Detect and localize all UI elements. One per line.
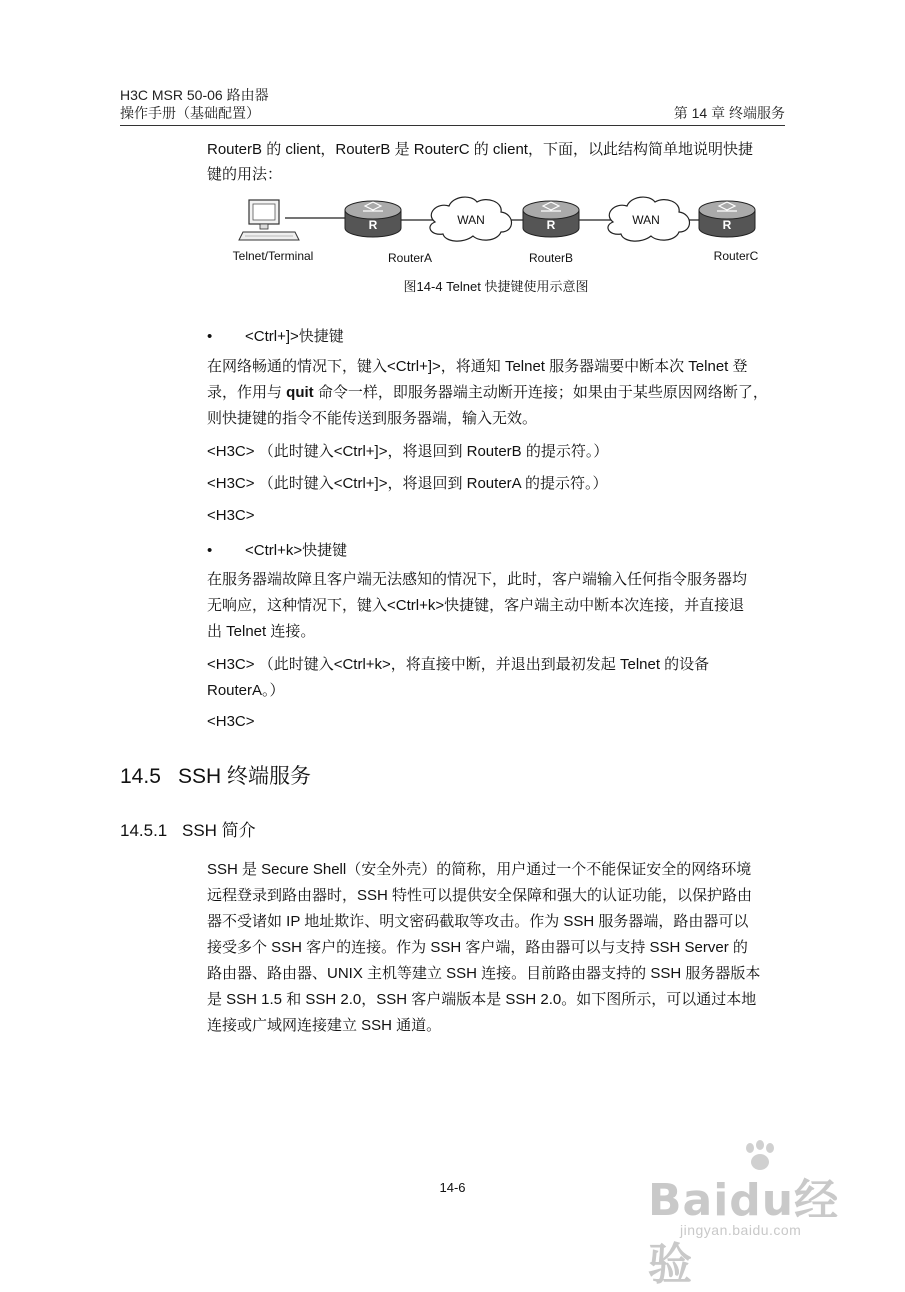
watermark-url: jingyan.baidu.com — [680, 1222, 802, 1238]
intro-line-1: RouterB 的 client，RouterB 是 RouterC 的 client，下面，以此结构简单地说明快捷 — [207, 141, 753, 158]
label-router-a: RouterA — [387, 251, 433, 265]
wan-label-2: WAN — [632, 213, 660, 227]
heading-title: SSH 简介 — [182, 821, 256, 840]
intro-line-2: 键的用法： — [207, 166, 283, 183]
router-c-icon — [699, 201, 755, 237]
bullet-title: <Ctrl+]>快捷键 — [245, 328, 344, 345]
wan-label-1: WAN — [457, 213, 485, 227]
header-product: H3C MSR 50-06 路由器 — [120, 87, 269, 103]
s2-example-1-line-1: <H3C> （此时键入<Ctrl+k>，将直接中断，并退出到最初发起 Telnet 的设备 — [207, 656, 710, 673]
page-header — [120, 86, 785, 122]
s1-para-l2-a: 录，作用与 — [207, 384, 287, 401]
heading-number: 14.5 — [120, 765, 161, 788]
figure-caption: 图14-4 Telnet 快捷键使用示意图 — [403, 279, 589, 294]
wan-cloud-1 — [430, 197, 512, 241]
ssh-para-line-2: 远程登录到路由器时，SSH 特性可以提供安全保障和强大的认证功能，以保护路由 — [207, 887, 753, 904]
s2-example-1-line-2: RouterA。） — [207, 682, 285, 699]
quit-command: quit — [286, 384, 314, 401]
section-heading-14-5-1 — [120, 820, 256, 842]
section-heading-14-5 — [120, 764, 311, 790]
ssh-para-line-7: 连接或广域网连接建立 SSH 通道。 — [207, 1017, 442, 1034]
header-chapter: 第 14 章 终端服务 — [673, 105, 785, 121]
label-router-c: RouterC — [713, 249, 759, 263]
router-a-glyph: R — [368, 218, 378, 232]
header-manual: 操作手册（基础配置） — [120, 105, 260, 121]
page-number: 14-6 — [439, 1180, 466, 1195]
ssh-para-line-6: 是 SSH 1.5 和 SSH 2.0，SSH 客户端版本是 SSH 2.0。如下图所示，可以通过本地 — [207, 991, 757, 1008]
ssh-para-line-1: SSH 是 Secure Shell（安全外壳）的简称，用户通过一个不能保证安全的网络环境 — [207, 861, 752, 878]
router-a-icon — [345, 201, 401, 237]
s2-para-line-3: 出 Telnet 连接。 — [207, 623, 316, 640]
router-c-glyph: R — [722, 218, 732, 232]
heading-number: 14.5.1 — [120, 821, 168, 840]
s1-example-3: <H3C> — [207, 507, 255, 524]
ssh-para-line-3: 器不受诸如 IP 地址欺诈、明文密码截取等攻击。作为 SSH 服务器端，路由器可以 — [207, 913, 749, 930]
label-router-b: RouterB — [528, 251, 574, 265]
s1-example-1: <H3C> （此时键入<Ctrl+]>，将退回到 RouterB 的提示符。） — [207, 443, 609, 460]
wan-cloud-2 — [608, 197, 690, 241]
router-b-icon — [523, 201, 579, 237]
s1-para-line-2 — [207, 382, 768, 404]
s2-para-line-2: 无响应，这种情况下，键入<Ctrl+k>快捷键，客户端主动中断本次连接，并直接退 — [207, 597, 745, 614]
ssh-para-line-4: 接受多个 SSH 客户的连接。作为 SSH 客户端，路由器可以与支持 SSH Server 的 — [207, 939, 748, 956]
header-rule — [120, 125, 785, 126]
ssh-para-line-5: 路由器、路由器、UNIX 主机等建立 SSH 连接。目前路由器支持的 SSH 服务器版本 — [207, 965, 761, 982]
heading-title: SSH 终端服务 — [178, 765, 312, 788]
s2-example-2: <H3C> — [207, 713, 255, 730]
s1-example-2: <H3C> （此时键入<Ctrl+]>，将退回到 RouterA 的提示符。） — [207, 475, 608, 492]
s1-para-line-1: 在网络畅通的情况下，键入<Ctrl+]>，将通知 Telnet 服务器端要中断本次 Telnet 登 — [207, 358, 748, 375]
bullet-title: <Ctrl+k>快捷键 — [245, 542, 348, 559]
router-b-glyph: R — [546, 218, 556, 232]
s1-para-l2-c: 命令一样，即服务器端主动断开连接；如果由于某些原因网络断了， — [313, 384, 768, 401]
s1-para-line-3: 则快捷键的指令不能传送到服务器端，输入无效。 — [207, 410, 538, 427]
watermark-logo: Baidu经验 — [648, 1175, 840, 1290]
bullet-dot: • — [207, 328, 213, 345]
terminal-icon — [239, 200, 299, 240]
baidu-watermark — [640, 1140, 870, 1290]
label-terminal: Telnet/Terminal — [232, 249, 314, 263]
s2-para-line-1: 在服务器端故障且客户端无法感知的情况下，此时，客户端输入任何指令服务器均 — [207, 571, 748, 588]
bullet-dot: • — [207, 542, 213, 559]
telnet-topology-figure — [225, 192, 765, 272]
